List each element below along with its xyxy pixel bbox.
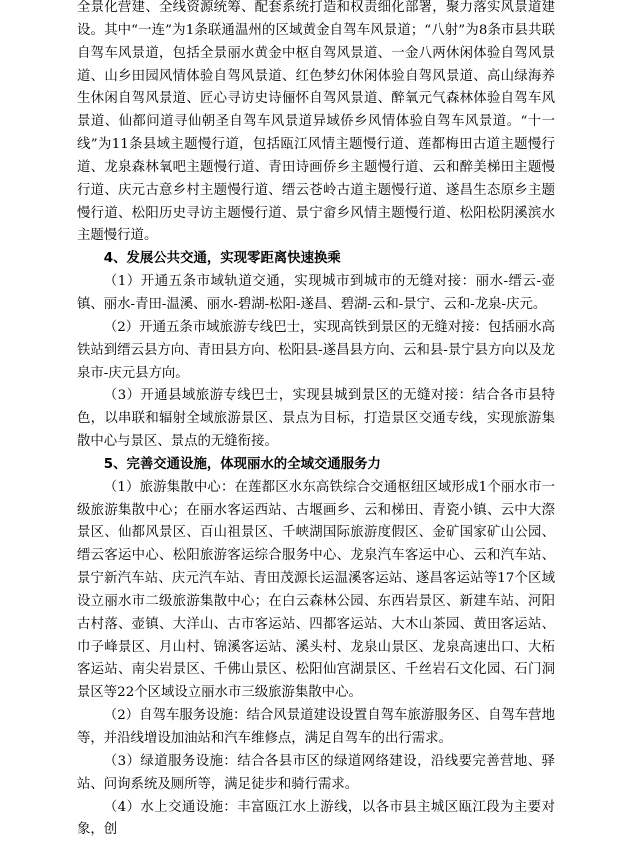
- paragraph-water-transport: （4）水上交通设施：丰富瓯江水上游线，以各市县主城区瓯江段为主要对象，创: [77, 799, 555, 838]
- section-heading-public-transport: 4、发展公共交通，实现零距离快速换乘: [103, 251, 341, 267]
- paragraph-county-tour-bus: （3）开通县域旅游专线巴士，实现县城到景区的无缝对接：结合各市县特色，以串联和辐射全域旅游景区、景点为目标，打造景区交通专线，实现旅游集散中心与景区、景点的无缝衔接。: [77, 388, 555, 450]
- paragraph-scenic-routes: 全景化营建、全线资源统筹、配套系统打造和权责细化部署，聚力落实风景道建设。其中“一连”为1条联通温州的区域黄金自驾车风景道；“八射”为8条市县共联自驾车风景道，包括全景丽水黄金中枢自驾风景道、一金八两休闲体验自驾风景道、山乡田园风情体验自驾风景道、红色梦幻休闲体验自驾风景道、高山绿海养生休闲自驾风景道、匠心寻访史诗俪怀自驾风景道、醉氧元气森林体验自驾车风景道、仙都问道寻仙朝圣自驾车风景道异域侨乡风情体验自驾车风景道。“十一线”为11条县域主题慢行道，包括瓯江风情主题慢行道、莲都梅田古道主题慢行道、龙泉森林氧吧主题慢行道、青田诗画侨乡主题慢行道、云和醉美梯田主题慢行道、庆元古意乡村主题慢行道、缙云苍岭古道主题慢行道、遂昌生态原乡主题慢行道、松阳历史寻访主题慢行道、景宁畲乡风情主题慢行道、松阳松阴溪滨水主题慢行道。: [77, 0, 555, 244]
- paragraph-rail-transit: （1）开通五条市域轨道交通，实现城市到城市的无缝对接：丽水-缙云-壶镇、丽水-青田-温溪、丽水-碧湖-松阳-遂昌、碧湖-云和-景宁、云和-龙泉-庆元。: [77, 274, 555, 312]
- paragraph-greenway-facilities: （3）绿道服务设施：结合各县市区的绿道网络建设，沿线要完善营地、驿站、问询系统及厕所等，满足徒步和骑行需求。: [77, 753, 555, 792]
- document-body: [77, 0, 555, 842]
- paragraph-self-drive-facilities: （2）自驾车服务设施：结合风景道建设设置自驾车旅游服务区、自驾车营地等，并沿线增设加油站和汽车维修点，满足自驾车的出行需求。: [77, 708, 555, 746]
- paragraph-city-tour-bus: （2）开通五条市域旅游专线巴士，实现高铁到景区的无缝对接：包括丽水高铁站到缙云县方向、青田县方向、松阳县-遂昌县方向、云和县-景宁县方向以及龙泉市-庆元县方向。: [77, 319, 555, 381]
- paragraph-distribution-centers: （1）旅游集散中心：在莲都区水东高铁综合交通枢纽区域形成1个丽水市一级旅游集散中心；在丽水客运西站、古堰画乡、云和梯田、青瓷小镇、云中大漈景区、仙都风景区、百山祖景区、千峡湖国际旅游度假区、金矿国家矿山公园、缙云客运中心、松阳旅游客运综合服务中心、龙泉汽车客运中心、云和汽车站、景宁新汽车站、庆元汽车站、青田茂源长运温溪客运站、遂昌客运站等17个区域设立丽水市二级旅游集散中心；在白云森林公园、东西岩景区、新建车站、河阳古村落、壶镇、大洋山、古市客运站、四都客运站、大木山茶园、黄田客运站、巾子峰景区、月山村、锦溪客运站、溪头村、龙泉山景区、龙泉高速出口、大柘客运站、南尖岩景区、千佛山景区、松阳仙宫湖景区、千丝岩石文化园、石门洞景区等22个区域设立丽水市三级旅游集散中心。: [77, 479, 555, 701]
- section-heading-transport-facilities: 5、完善交通设施，体现丽水的全域交通服务力: [103, 456, 381, 472]
